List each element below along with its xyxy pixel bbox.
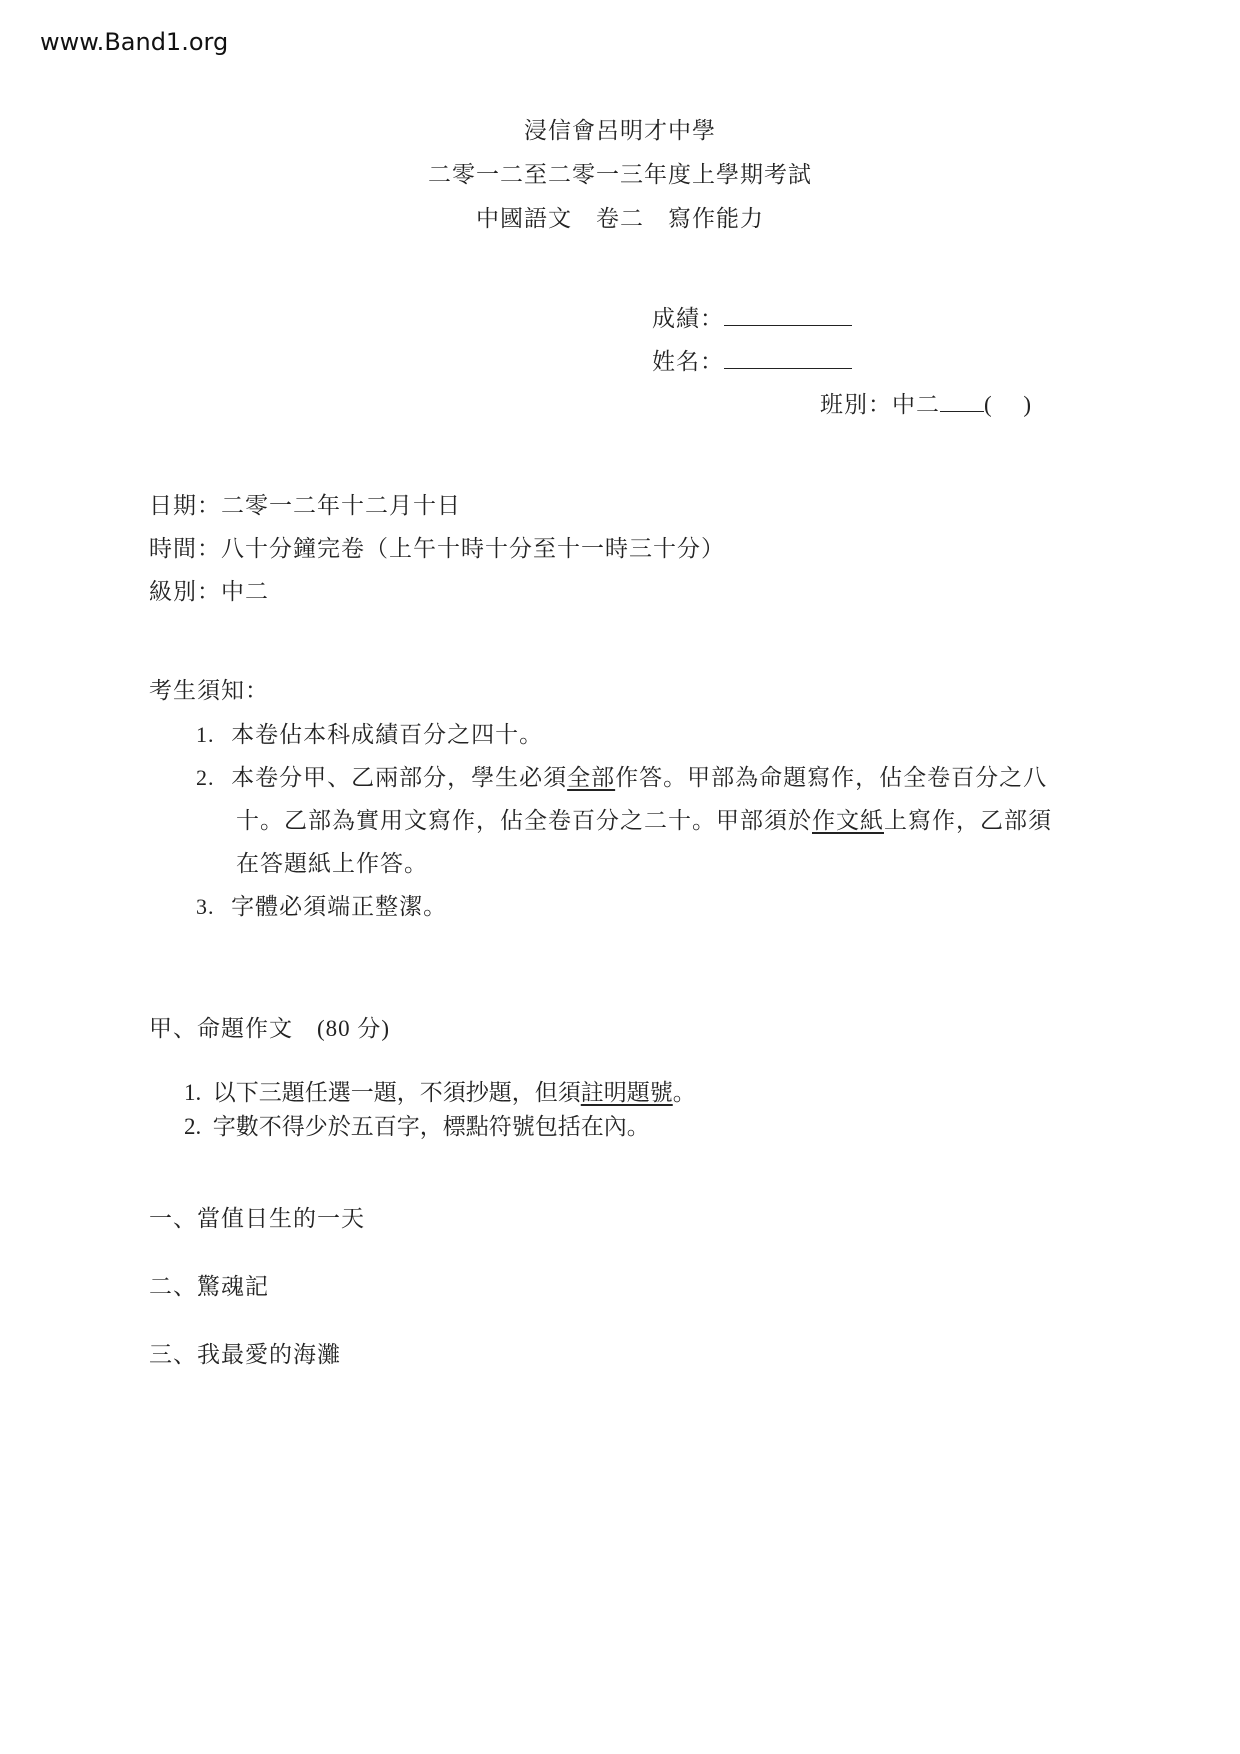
score-blank[interactable] [724,301,852,326]
notice-text-2d: 上寫作，乙部須 [884,808,1052,834]
class-field [820,386,1032,419]
paper-title: 中國語文 卷二 寫作能力 [476,206,764,232]
notice-title: 考生須知： [149,678,269,704]
score-label: 成績： [652,306,724,332]
site-url[interactable]: www.Band1.org [40,28,229,56]
notice-underline-composition-paper: 作文紙 [812,808,884,834]
notice-text-3: 字體必須端正整潔。 [231,894,448,920]
score-field [652,300,852,333]
notice-num-2: 2. [196,765,215,790]
notice-underline-all-parts: 全部 [567,765,616,791]
rule-underline-question-number: 註明題號 [580,1080,673,1105]
topic-1: 一、當值日生的一天 [149,1206,365,1231]
name-label: 姓名： [652,349,724,375]
notice-item-2-line-2 [236,802,1052,835]
exam-date: 日期：二零一二年十二月十日 [149,493,461,519]
notice-item-2-line-3: 在答題紙上作答。 [236,851,428,877]
name-field [652,343,852,376]
rule-num-1: 1. [184,1080,202,1105]
rule-text-1b: 。 [672,1080,696,1105]
class-number-paren: ( ) [984,392,1033,417]
notice-item-3 [196,888,447,921]
section-a-rule-2 [184,1108,650,1141]
class-label: 班別：中二 [820,392,940,418]
section-a-rule-1 [184,1074,696,1107]
exam-title: 二零一二至二零一三年度上學期考試 [428,162,812,188]
exam-time: 時間：八十分鐘完卷（上午十時十分至十一時三十分） [149,536,725,562]
class-blank[interactable] [940,387,984,412]
notice-item-1 [196,716,543,749]
notice-text-2a: 本卷分甲、乙兩部分，學生必須 [231,765,568,791]
rule-text-2: 字數不得少於五百字，標點符號包括在內。 [212,1114,650,1139]
exam-level: 級別：中二 [149,579,269,605]
topic-3: 三、我最愛的海灘 [149,1342,341,1367]
section-a-title: 甲、命題作文 (80 分) [149,1016,391,1041]
notice-item-2 [196,759,1047,792]
notice-text-1: 本卷佔本科成績百分之四十。 [231,722,544,748]
notice-text-2c: 十。乙部為實用文寫作，佔全卷百分之二十。甲部須於 [236,808,812,834]
rule-text-1a: 以下三題任選一題，不須抄題，但須 [212,1080,581,1105]
name-blank[interactable] [724,344,852,369]
topic-2: 二、驚魂記 [149,1274,269,1299]
school-name: 浸信會呂明才中學 [524,118,716,144]
notice-text-2b: 作答。甲部為命題寫作，佔全卷百分之八 [615,765,1048,791]
rule-num-2: 2. [184,1114,202,1139]
notice-num-1: 1. [196,722,215,747]
notice-num-3: 3. [196,894,215,919]
